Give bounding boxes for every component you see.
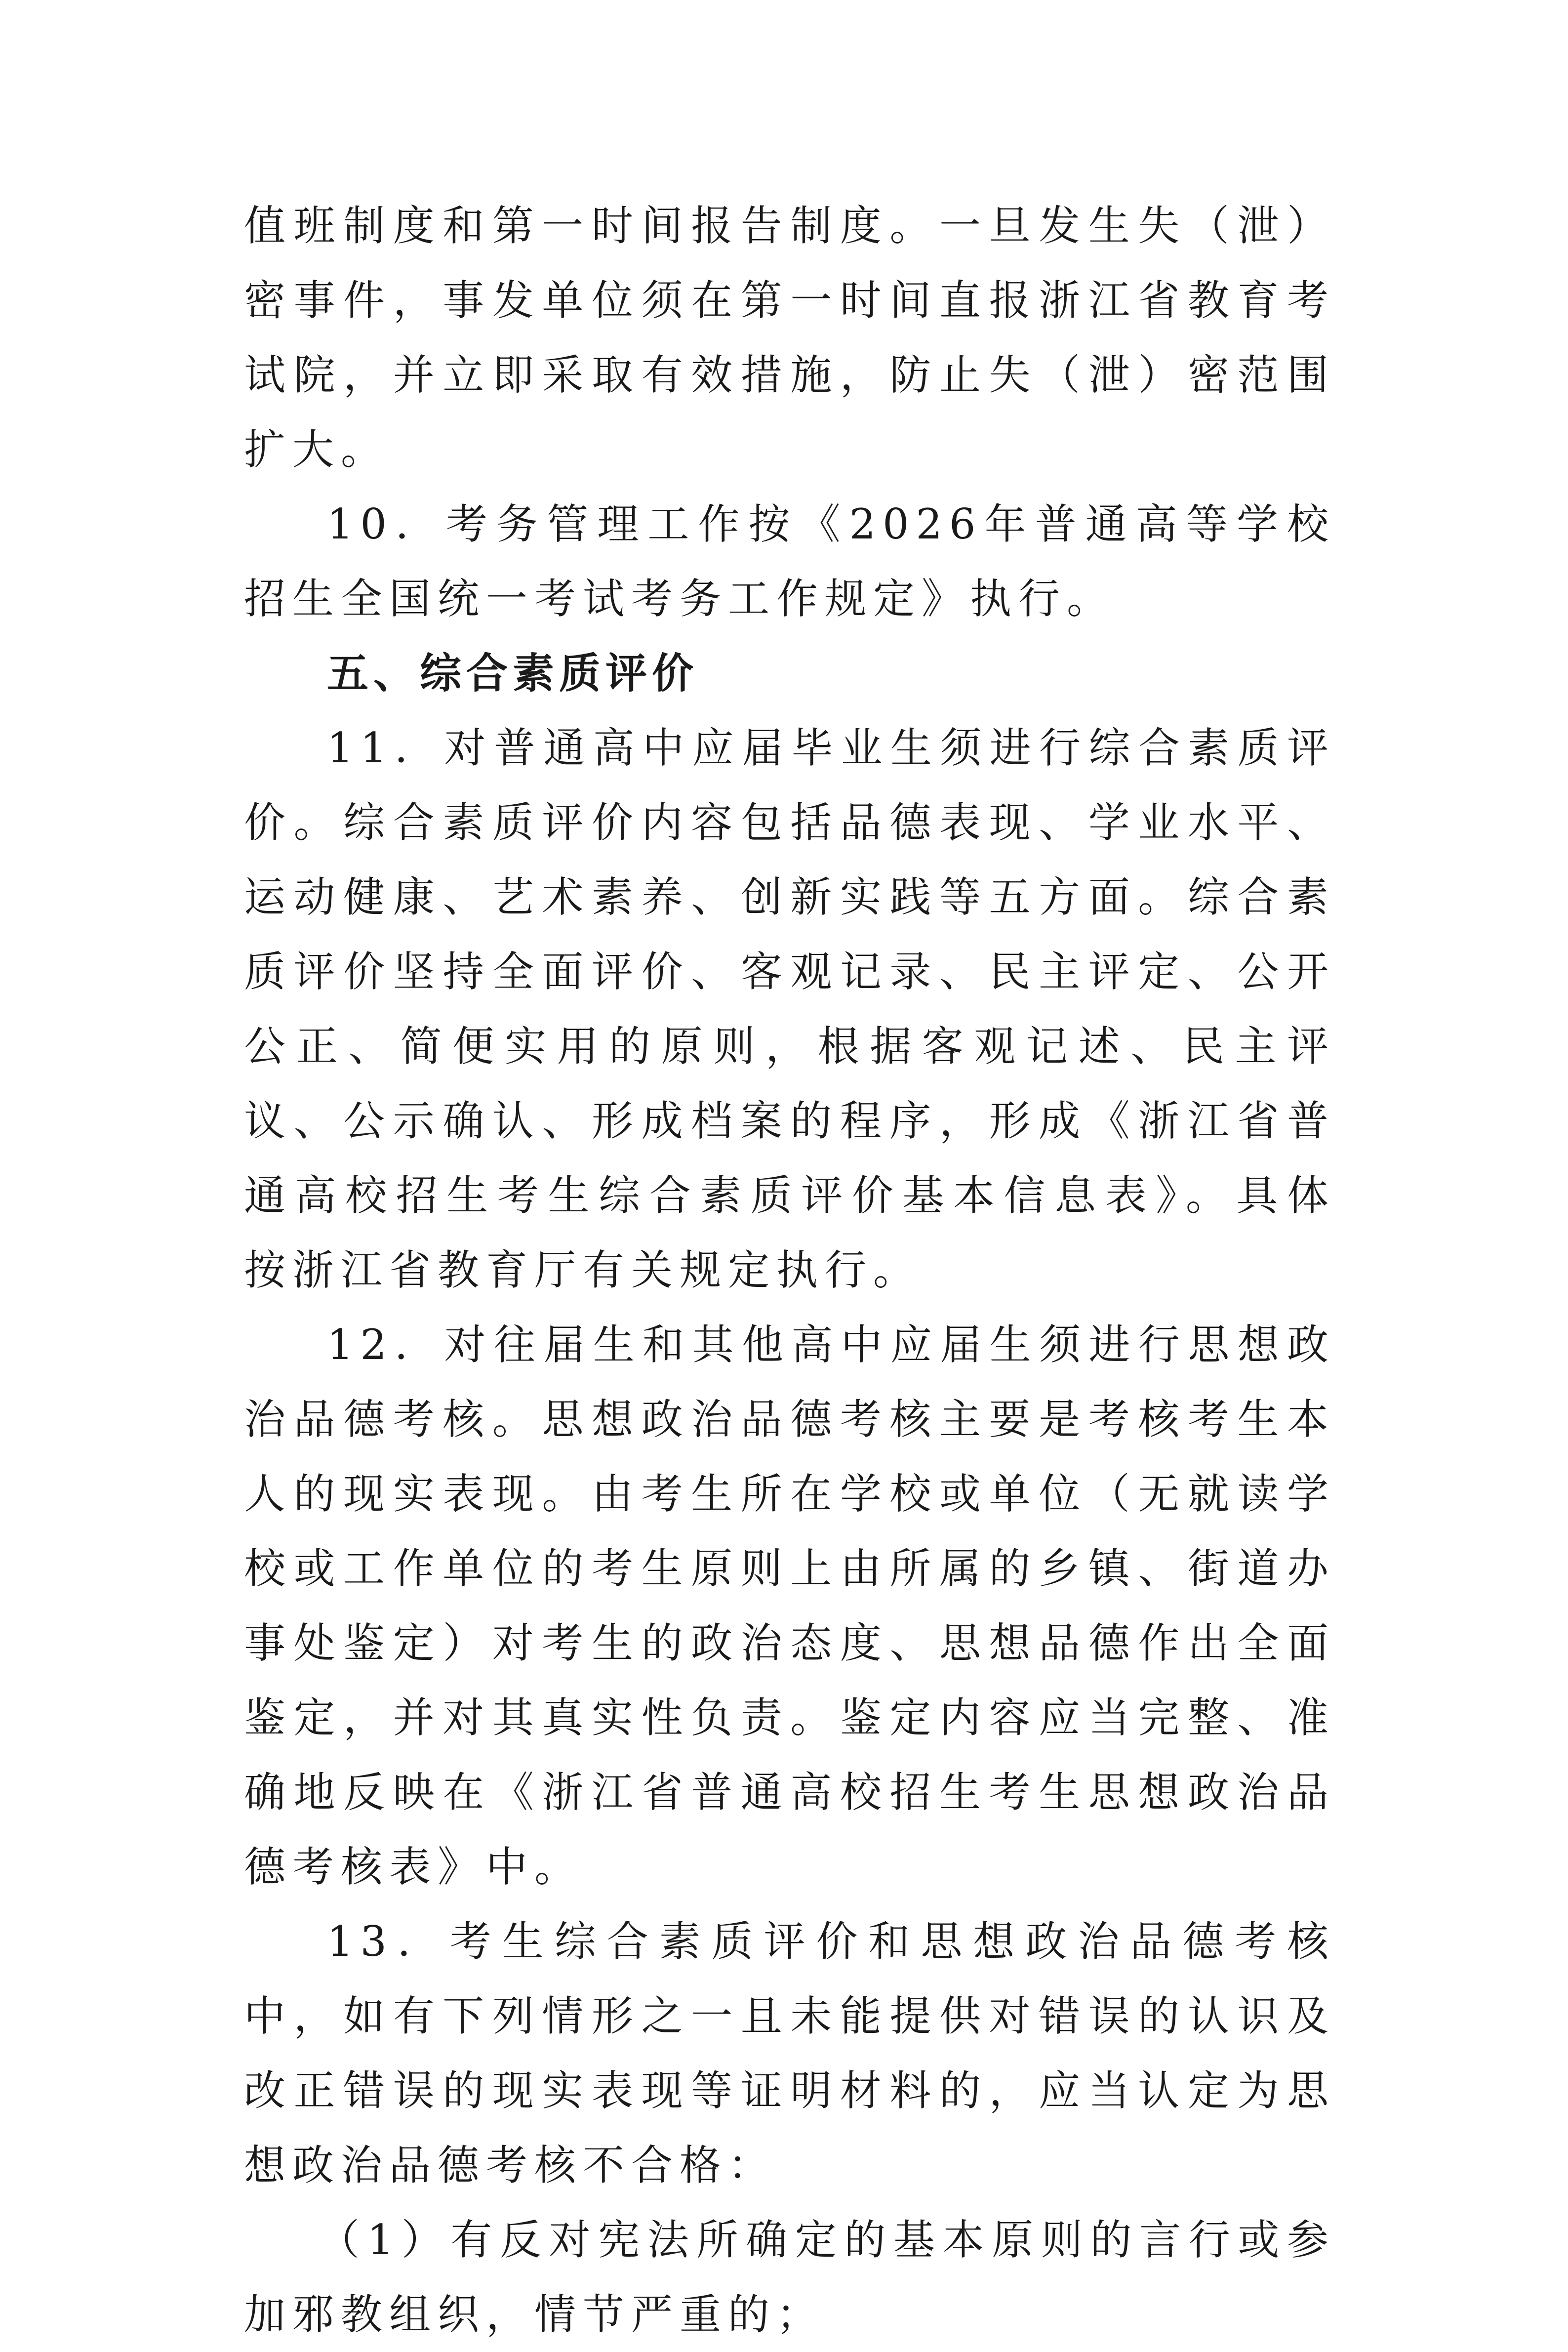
paragraph-item-11: 11．对普通高中应届毕业生须进行综合素质评价。综合素质评价内容包括品德表现、学业水平、运动健康、艺术素养、创新实践等五方面。综合素质评价坚持全面评价、客观记录、民主评定、公开公正、简便实用的原则，根据客观记述、民主评议、公示确认、形成档案的程序，形成《浙江省普通高校招生考生综合素质评价基本信息表》。具体按浙江省教育厅有关规定执行。 bbox=[244, 724, 1335, 1294]
paragraph-item-12: 12．对往届生和其他高中应届生须进行思想政治品德考核。思想政治品德考核主要是考核考生本人的现实表现。由考生所在学校或单位（无就读学校或工作单位的考生原则上由所属的乡镇、街道办事处鉴定）对考生的政治态度、思想品德作出全面鉴定，并对其真实性负责。鉴定内容应当完整、准确地反映在《浙江省普通高校招生考生思想政治品德考核表》中。 bbox=[244, 1320, 1335, 1891]
document-body bbox=[244, 189, 1335, 2352]
section-heading-comprehensive-evaluation: 五、综合素质评价 bbox=[327, 649, 699, 698]
paragraph-duty-system: 值班制度和第一时间报告制度。一旦发生失（泄）密事件，事发单位须在第一时间直报浙江省教育考试院，并立即采取有效措施，防止失（泄）密范围扩大。 bbox=[244, 202, 1335, 474]
paragraph-item-13-sub-1: （1）有反对宪法所确定的基本原则的言行或参加邪教组织，情节严重的； bbox=[244, 2216, 1335, 2339]
paragraph-item-13: 13．考生综合素质评价和思想政治品德考核中，如有下列情形之一且未能提供对错误的认识及改正错误的现实表现等证明材料的，应当认定为思想政治品德考核不合格： bbox=[244, 1917, 1335, 2189]
paragraph-item-10: 10．考务管理工作按《2026年普通高等学校招生全国统一考试考务工作规定》执行。 bbox=[244, 500, 1335, 623]
